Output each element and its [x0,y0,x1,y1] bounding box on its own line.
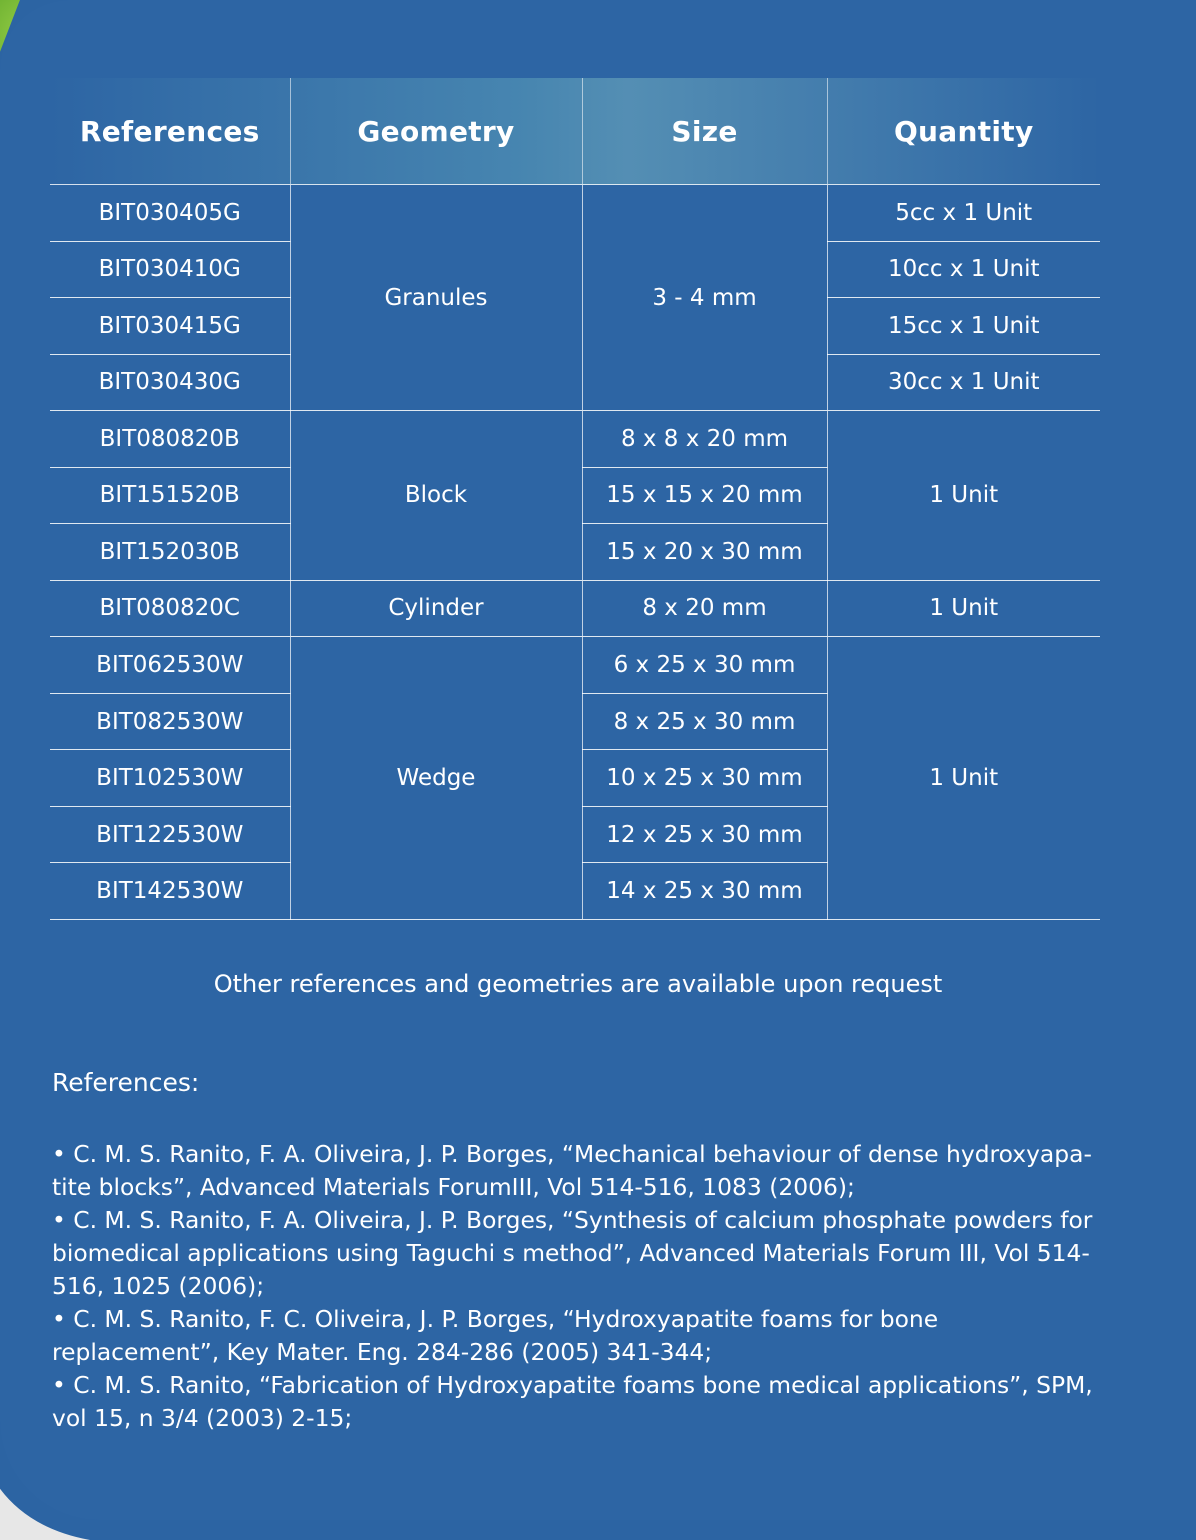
availability-note: Other references and geometries are available upon request [213,970,943,998]
reference-cell: BIT102530W [50,750,290,807]
quantity-cell-block: 1 Unit [827,411,1100,581]
quantity-cell: 5cc x 1 Unit [827,185,1100,242]
reference-cell: BIT030430G [50,354,290,411]
size-cell: 15 x 20 x 30 mm [582,524,827,581]
size-cell: 6 x 25 x 30 mm [582,637,827,694]
reference-item: • C. M. S. Ranito, “Fabrication of Hydroxyapatite foams bone medical applications”, SPM, vol 15, n 3/4 (2003) 2-15; [52,1371,1093,1432]
references-list [52,1138,1112,1435]
products-table [50,78,1100,920]
reference-cell: BIT030410G [50,241,290,298]
geometry-cell-cylinder: Cylinder [290,580,582,637]
geometry-cell-wedge: Wedge [290,637,582,920]
reference-cell: BIT030415G [50,298,290,355]
reference-cell: BIT122530W [50,806,290,863]
reference-cell: BIT082530W [50,693,290,750]
size-cell: 14 x 25 x 30 mm [582,863,827,920]
reference-cell: BIT142530W [50,863,290,920]
quantity-cell-cylinder: 1 Unit [827,580,1100,637]
reference-cell: BIT030405G [50,185,290,242]
quantity-cell-wedge: 1 Unit [827,637,1100,920]
size-cell: 8 x 20 mm [582,580,827,637]
reference-cell: BIT062530W [50,637,290,694]
geometry-cell-granules: Granules [290,185,582,411]
reference-cell: BIT080820B [50,411,290,468]
size-cell: 8 x 25 x 30 mm [582,693,827,750]
size-cell-granules: 3 - 4 mm [582,185,827,411]
reference-cell: BIT151520B [50,467,290,524]
table-header-row [50,78,1100,185]
quantity-cell: 30cc x 1 Unit [827,354,1100,411]
size-cell: 15 x 15 x 20 mm [582,467,827,524]
reference-item: • C. M. S. Ranito, F. C. Oliveira, J. P. Borges, “Hydroxyapatite foams for bone replacement”, Key Mater. Eng. 284-286 (2005) 341-344; [52,1305,939,1366]
header-references: References [50,78,290,185]
size-cell: 12 x 25 x 30 mm [582,806,827,863]
header-quantity: Quantity [827,78,1100,185]
header-size: Size [582,78,827,185]
table-row [50,637,1100,694]
table-row [50,411,1100,468]
size-cell: 8 x 8 x 20 mm [582,411,827,468]
size-cell: 10 x 25 x 30 mm [582,750,827,807]
reference-item: • C. M. S. Ranito, F. A. Oliveira, J. P. Borges, “Mechanical behaviour of dense hydroxyapa-tite blocks”, Advanced Materials ForumIII, Vol 514-516, 1083 (2006); [52,1140,1092,1201]
quantity-cell: 10cc x 1 Unit [827,241,1100,298]
table-row [50,580,1100,637]
geometry-cell-block: Block [290,411,582,581]
quantity-cell: 15cc x 1 Unit [827,298,1100,355]
reference-cell: BIT080820C [50,580,290,637]
header-geometry: Geometry [290,78,582,185]
reference-item: • C. M. S. Ranito, F. A. Oliveira, J. P. Borges, “Synthesis of calcium phosphate powders for biomedical applications using Taguchi s method”, Advanced Materials Forum III, Vol 514-516, 1025 (2006); [52,1206,1093,1300]
reference-cell: BIT152030B [50,524,290,581]
table-row [50,185,1100,242]
references-title: References: [52,1068,200,1097]
